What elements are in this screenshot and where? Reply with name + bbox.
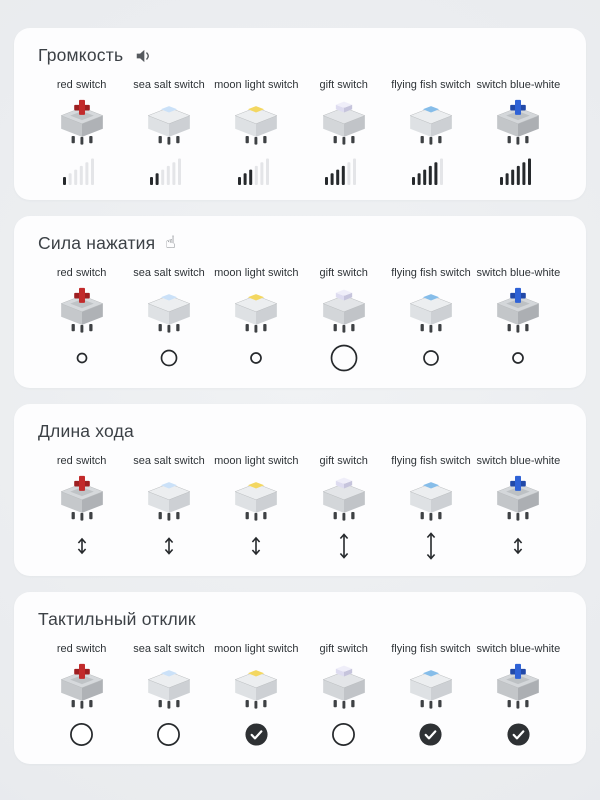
switch-render-red (53, 661, 111, 710)
column-flying-fish (387, 79, 474, 186)
page-title-force: Сила нажатия (38, 233, 156, 253)
switch-image-gift (315, 283, 373, 335)
switch-render-gift (315, 97, 373, 146)
switch-render-sea-salt (140, 97, 198, 146)
switch-render-moon-light (227, 285, 285, 334)
column-red (38, 267, 125, 374)
switch-label: sea salt switch (133, 79, 205, 91)
card-volume (14, 28, 586, 200)
tactile-checkbox[interactable] (69, 718, 94, 750)
switch-render-red (53, 473, 111, 522)
switch-image-gift (315, 95, 373, 147)
switch-image-flying-fish (402, 95, 460, 147)
switch-label: red switch (56, 643, 107, 655)
switch-image-sea-salt (140, 95, 198, 147)
volume-level-indicator (412, 154, 449, 186)
switch-render-moon-light (227, 661, 285, 710)
switch-comparison-page (14, 28, 586, 764)
switch-render-blue-white (489, 97, 547, 146)
force-circle-indicator (154, 342, 184, 374)
switch-image-moon-light (227, 283, 285, 335)
switch-label: gift switch (319, 267, 368, 279)
tactile-checkbox[interactable] (156, 718, 181, 750)
switch-label: sea salt switch (133, 455, 205, 467)
switch-render-flying-fish (402, 97, 460, 146)
switch-label: gift switch (319, 643, 368, 655)
travel-arrow-indicator (336, 530, 352, 562)
switch-image-moon-light (227, 95, 285, 147)
column-flying-fish (387, 455, 474, 562)
switch-image-sea-salt (140, 283, 198, 335)
switch-render-blue-white (489, 661, 547, 710)
card-travel (14, 404, 586, 576)
switch-label: flying fish switch (391, 267, 471, 279)
column-blue-white (475, 79, 562, 186)
card-force (14, 216, 586, 388)
switch-render-flying-fish (402, 661, 460, 710)
column-red (38, 79, 125, 186)
switch-label: red switch (56, 267, 107, 279)
switch-label: red switch (56, 455, 107, 467)
column-blue-white (475, 643, 562, 750)
travel-grid (38, 455, 562, 562)
switch-image-blue-white (489, 471, 547, 523)
column-gift (300, 79, 387, 186)
force-grid (38, 267, 562, 374)
switch-image-red (53, 283, 111, 335)
column-blue-white (475, 455, 562, 562)
travel-arrow-indicator (74, 530, 90, 562)
switch-render-gift (315, 473, 373, 522)
switch-label: sea salt switch (133, 643, 205, 655)
switch-label: moon light switch (214, 643, 299, 655)
switch-label: gift switch (319, 79, 368, 91)
switch-label: switch blue-white (476, 643, 561, 655)
switch-label: switch blue-white (476, 79, 561, 91)
switch-render-flying-fish (402, 473, 460, 522)
switch-label: sea salt switch (133, 267, 205, 279)
switch-image-red (53, 659, 111, 711)
travel-arrow-indicator (248, 530, 264, 562)
switch-label: switch blue-white (476, 267, 561, 279)
tactile-checkbox[interactable] (418, 718, 443, 750)
switch-render-sea-salt (140, 285, 198, 334)
switch-render-sea-salt (140, 661, 198, 710)
force-circle-indicator (241, 342, 271, 374)
switch-render-moon-light (227, 97, 285, 146)
switch-image-blue-white (489, 659, 547, 711)
switch-label: flying fish switch (391, 643, 471, 655)
switch-label: flying fish switch (391, 455, 471, 467)
switch-render-red (53, 97, 111, 146)
column-sea-salt (125, 643, 212, 750)
switch-image-sea-salt (140, 659, 198, 711)
switch-image-red (53, 95, 111, 147)
volume-level-indicator (325, 154, 362, 186)
page-title-tactile: Тактильный отклик (38, 609, 196, 629)
switch-image-gift (315, 659, 373, 711)
travel-arrow-indicator (510, 530, 526, 562)
card-tactile (14, 592, 586, 764)
page-title-travel: Длина хода (38, 421, 134, 441)
column-flying-fish (387, 643, 474, 750)
switch-image-blue-white (489, 283, 547, 335)
switch-label: moon light switch (214, 79, 299, 91)
column-sea-salt (125, 267, 212, 374)
force-circle-indicator (329, 342, 359, 374)
column-moon-light (213, 455, 300, 562)
switch-render-blue-white (489, 285, 547, 334)
column-red (38, 455, 125, 562)
tactile-checkbox[interactable] (244, 718, 269, 750)
column-sea-salt (125, 455, 212, 562)
switch-image-blue-white (489, 95, 547, 147)
switch-render-red (53, 285, 111, 334)
switch-label: switch blue-white (476, 455, 561, 467)
tactile-checkbox[interactable] (506, 718, 531, 750)
volume-level-indicator (150, 154, 187, 186)
card-travel-header (38, 421, 562, 442)
switch-image-flying-fish (402, 659, 460, 711)
switch-render-gift (315, 661, 373, 710)
volume-level-indicator (238, 154, 275, 186)
switch-image-sea-salt (140, 471, 198, 523)
switch-render-moon-light (227, 473, 285, 522)
switch-label: flying fish switch (391, 79, 471, 91)
column-flying-fish (387, 267, 474, 374)
volume-grid (38, 79, 562, 186)
tactile-grid (38, 643, 562, 750)
force-circle-indicator (67, 342, 97, 374)
travel-arrow-indicator (423, 530, 439, 562)
column-moon-light (213, 79, 300, 186)
page-title-volume: Громкость (38, 45, 124, 65)
switch-image-gift (315, 471, 373, 523)
card-force-header (38, 233, 562, 254)
column-gift (300, 643, 387, 750)
switch-image-flying-fish (402, 283, 460, 335)
volume-level-indicator (500, 154, 537, 186)
switch-label: gift switch (319, 455, 368, 467)
switch-image-moon-light (227, 659, 285, 711)
card-volume-header (38, 45, 562, 66)
tactile-checkbox[interactable] (331, 718, 356, 750)
column-sea-salt (125, 79, 212, 186)
speaker-icon (133, 46, 153, 66)
column-moon-light (213, 267, 300, 374)
column-gift (300, 455, 387, 562)
force-circle-indicator (416, 342, 446, 374)
pointer-hand-icon: ☝ (165, 233, 176, 252)
volume-level-indicator (63, 154, 100, 186)
column-blue-white (475, 267, 562, 374)
switch-render-blue-white (489, 473, 547, 522)
switch-label: moon light switch (214, 267, 299, 279)
card-tactile-header (38, 609, 562, 630)
switch-render-sea-salt (140, 473, 198, 522)
switch-render-flying-fish (402, 285, 460, 334)
switch-render-gift (315, 285, 373, 334)
force-circle-indicator (503, 342, 533, 374)
travel-arrow-indicator (161, 530, 177, 562)
column-moon-light (213, 643, 300, 750)
switch-label: red switch (56, 79, 107, 91)
switch-image-moon-light (227, 471, 285, 523)
column-gift (300, 267, 387, 374)
switch-image-flying-fish (402, 471, 460, 523)
column-red (38, 643, 125, 750)
switch-label: moon light switch (214, 455, 299, 467)
switch-image-red (53, 471, 111, 523)
